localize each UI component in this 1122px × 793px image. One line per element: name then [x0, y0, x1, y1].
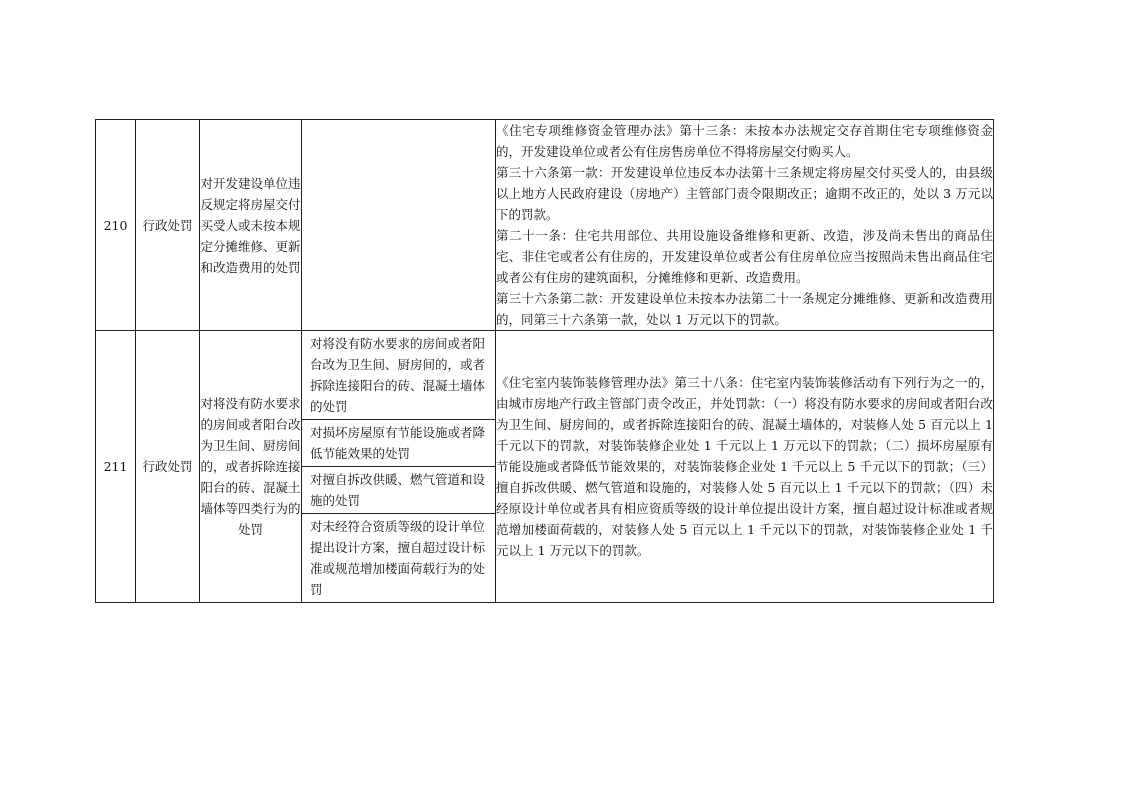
sub-item: 对未经符合资质等级的设计单位提出设计方案，擅自超过设计标准或规范增加楼面荷载行为的处罚 — [302, 513, 495, 602]
row-legal-basis — [496, 331, 994, 603]
basis-paragraph: 《住宅专项维修资金管理办法》第十三条：未按本办法规定交存首期住宅专项维修资金的，开发建设单位或者公有住房售房单位不得将房屋交付购买人。 — [496, 123, 993, 159]
row-category: 行政处罚 — [136, 120, 200, 331]
row-item-name: 对将没有防水要求的房间或者阳台改为卫生间、厨房间的，或者拆除连接阳台的砖、混凝土墙体等四类行为的处罚 — [200, 331, 302, 603]
sub-item: 对将没有防水要求的房间或者阳台改为卫生间、厨房间的，或者拆除连接阳台的砖、混凝土墙体的处罚 — [310, 336, 486, 414]
row-item-name: 对开发建设单位违反规定将房屋交付买受人或未按本规定分摊维修、更新和改造费用的处罚 — [200, 120, 302, 331]
row-category: 行政处罚 — [136, 331, 200, 603]
penalty-table — [95, 119, 994, 603]
basis-paragraph: 第二十一条：住宅共用部位、共用设施设备维修和更新、改造，涉及尚未售出的商品住宅、非住宅或者公有住房的，开发建设单位或者公有住房单位应当按照尚未售出商品住宅或者公有住房的建筑面积，分摊维修和更新、改造费用。 — [496, 228, 993, 285]
sub-item: 对损坏房屋原有节能设施或者降低节能效果的处罚 — [302, 419, 495, 466]
sub-item: 对擅自拆改供暖、燃气管道和设施的处罚 — [302, 466, 495, 513]
row-legal-basis — [496, 120, 994, 331]
basis-paragraph: 第三十六条第二款：开发建设单位未按本办法第二十一条规定分摊维修、更新和改造费用的，同第三十六条第一款，处以 1 万元以下的罚款。 — [496, 291, 993, 327]
basis-paragraph: 《住宅室内装饰装修管理办法》第三十八条：住宅室内装饰装修活动有下列行为之一的，由城市房地产行政主管部门责令改正，并处罚款：（一）将没有防水要求的房间或者阳台改为卫生间、厨房间的，或者拆除连接阳台的砖、混凝土墙体的，对装修人处 5 百元以上 1 千元以下的罚款，对装饰装修企业处 1 千元以上 1 万元以下的罚款；（二）损坏房屋原有节能设施或者降低节能效果的，对装饰装修企业处 1 千元以上 5 千元以下的罚款；（三）擅自拆改供暖、燃气管道和设施的，对装修人处 5 百元以上 1 千元以下的罚款；（四）未经原设计单位或者具有相应资质等级的设计单位提出设计方案，擅自超过设计标准或者规范增加楼面荷载的，对装修人处 5 百元以上 1 千元以下的罚款，对装饰装修企业处 1 千元以上 1 万元以下的罚款。 — [496, 375, 993, 558]
row-number: 211 — [96, 331, 136, 603]
table-row-210 — [96, 120, 994, 331]
row-sub-items — [302, 331, 496, 603]
row-number: 210 — [96, 120, 136, 331]
basis-paragraph: 第三十六条第一款：开发建设单位违反本办法第十三条规定将房屋交付买受人的，由县级以上地方人民政府建设（房地产）主管部门责令限期改正；逾期不改正的，处以 3 万元以下的罚款。 — [496, 165, 993, 222]
table-row-211 — [96, 331, 994, 603]
row-sub-items-empty — [302, 120, 496, 331]
